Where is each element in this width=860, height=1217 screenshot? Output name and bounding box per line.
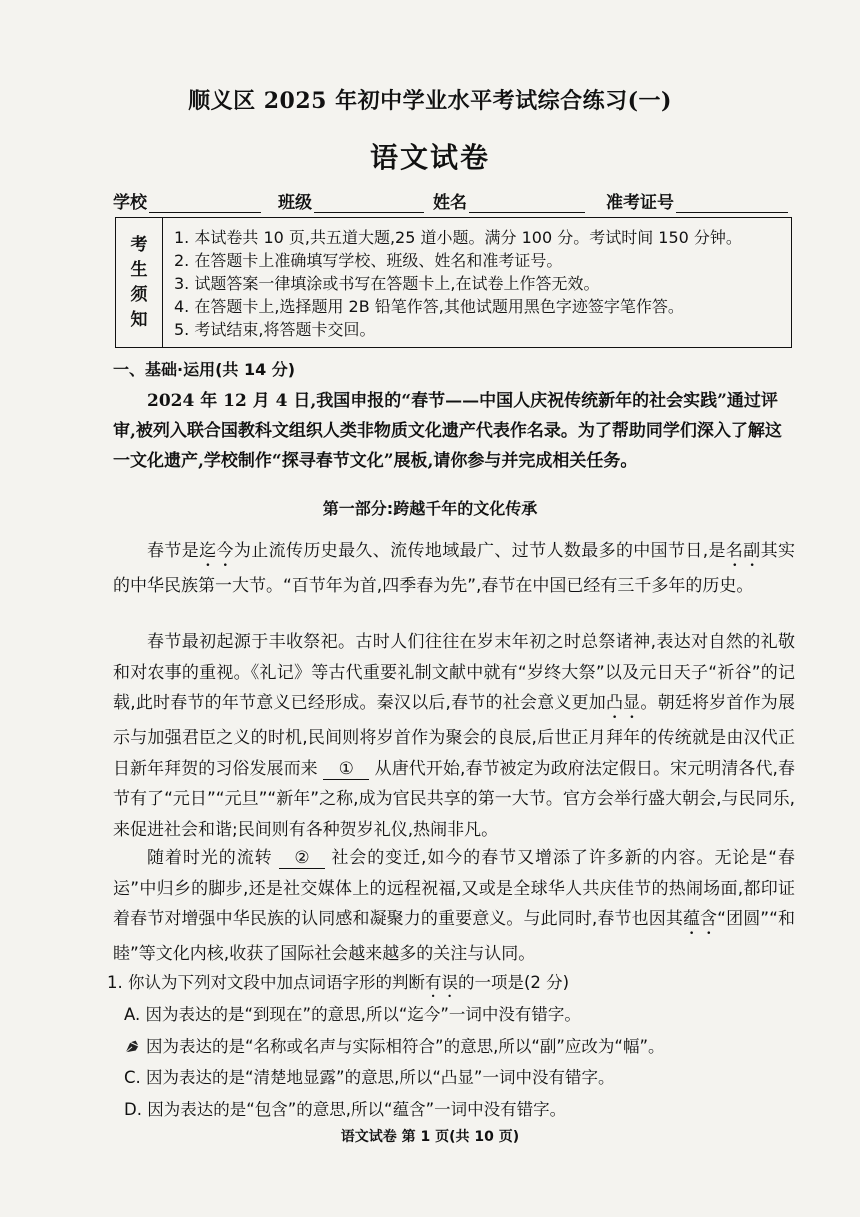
student-info-row (113, 188, 795, 214)
school-label: 学校 (113, 193, 147, 213)
section-heading: 一、基础·运用(共 14 分) (113, 360, 296, 379)
option-b-text: 因为表达的是“名称或名声与实际相符合”的意思,所以“副”应改为“幅”。 (146, 1037, 665, 1056)
notice-heading: 考 生 须 知 (116, 218, 163, 347)
blank-2: ② (279, 848, 325, 869)
notice-item: 5. 考试结束,将答题卡交回。 (174, 320, 376, 339)
school-field (113, 188, 261, 213)
exam-id-label: 准考证号 (606, 193, 674, 213)
blank-1: ① (323, 759, 369, 780)
exam-id-field (606, 188, 788, 213)
passage-paragraph-2: 春节最初起源于丰收祭祀。古时人们往往在岁末年初之时总祭诸神,表达对自然的礼敬和对农事的重视。《礼记》等古代重要礼制文献中就有“岁终大祭”以及元日天子“祈谷”的记载,此时春节的年节意义已经形成。秦汉以后,春节的社会意义更加凸显。朝廷将岁首作为展示与加强君臣之义的时机,民间则将岁首作为聚会的良辰,后世正月拜年的传统就是由汉代正日新年拜贺的习俗发展而来 ① 从唐代开始,春节被定为政府法定假日。宋元明清各代,春节有了“元日”“元旦”“新年”之称,成为官民共享的第一大节。官方会举行盛大朝会,与民同乐,来促进社会和谐;民间则有各种贺岁礼仪,热闹非凡。 (113, 632, 796, 840)
notice-list (174, 226, 785, 341)
name-field (433, 188, 585, 213)
notice-item: 2. 在答题卡上准确填写学校、班级、姓名和准考证号。 (174, 251, 563, 270)
pen-nib-icon (124, 1037, 142, 1055)
page-footer: 语文试卷 第 1 页(共 10 页) (340, 1129, 520, 1145)
exam-notice-box (115, 217, 792, 348)
passage-paragraph-3: 随着时光的流转 ② 社会的变迁,如今的春节又增添了许多新的内容。无论是“春运”中归乡的脚步,还是社交媒体上的远程祝福,又或是全球华人共庆佳节的热闹场面,都印证着春节对增强中华民族的认同感和凝聚力的重要意义。与此同时,春节也因其蕴含“团圆”“和睦”等文化内核,收获了国际社会越来越多的关注与认同。 (113, 848, 796, 964)
class-label: 班级 (278, 193, 312, 213)
passage-paragraph-1: 春节是迄今为止流传历史最久、流传地域最广、过节人数最多的中国节日,是名副其实的中华民族第一大节。“百节年为首,四季春为先”,春节在中国已经有三千多年的历史。 (113, 541, 796, 596)
option-d: D. 因为表达的是“包含”的意思,所以“蕴含”一词中没有错字。 (124, 1100, 567, 1119)
option-a: A. 因为表达的是“到现在”的意思,所以“迄今”一词中没有错字。 (124, 1005, 581, 1024)
dotted-word: 凸显 (605, 693, 641, 713)
notice-item: 3. 试题答案一律填涂或书写在答题卡上,在试卷上作答无效。 (174, 274, 600, 293)
dotted-word: 名副 (725, 541, 761, 561)
part-heading: 第一部分:跨越千年的文化传承 (322, 499, 538, 518)
section-intro: 2024 年 12 月 4 日,我国申报的“春节——中国人庆祝传统新年的社会实践”通过评审,被列入联合国教科文组织人类非物质文化遗产代表作名录。为了帮助同学们深入了解这一文化遗产,学校制作“探寻春节文化”展板,请你参与并完成相关任务。 (113, 391, 782, 471)
class-field (278, 188, 424, 213)
notice-item: 4. 在答题卡上,选择题用 2B 铅笔作答,其他试题用黑色字迹签字笔作答。 (174, 297, 684, 316)
name-label: 姓名 (433, 193, 467, 213)
dotted-word: 有误 (425, 973, 458, 992)
notice-item: 1. 本试卷共 10 页,共五道大题,25 道小题。满分 100 分。考试时间 150 分钟。 (174, 228, 742, 247)
question-1-stem: 1. 你认为下列对文段中加点词语字形的判断有误的一项是(2 分) (107, 973, 570, 992)
exam-subtitle: 语文试卷 (369, 141, 490, 174)
exam-title: 顺义区 2025 年初中学业水平考试综合练习(一) (188, 88, 672, 114)
dotted-word: 迄今 (199, 541, 234, 561)
dotted-word: 蕴含 (682, 909, 718, 929)
option-b (124, 1033, 665, 1057)
option-c: C. 因为表达的是“清楚地显露”的意思,所以“凸显”一词中没有错字。 (124, 1068, 615, 1087)
